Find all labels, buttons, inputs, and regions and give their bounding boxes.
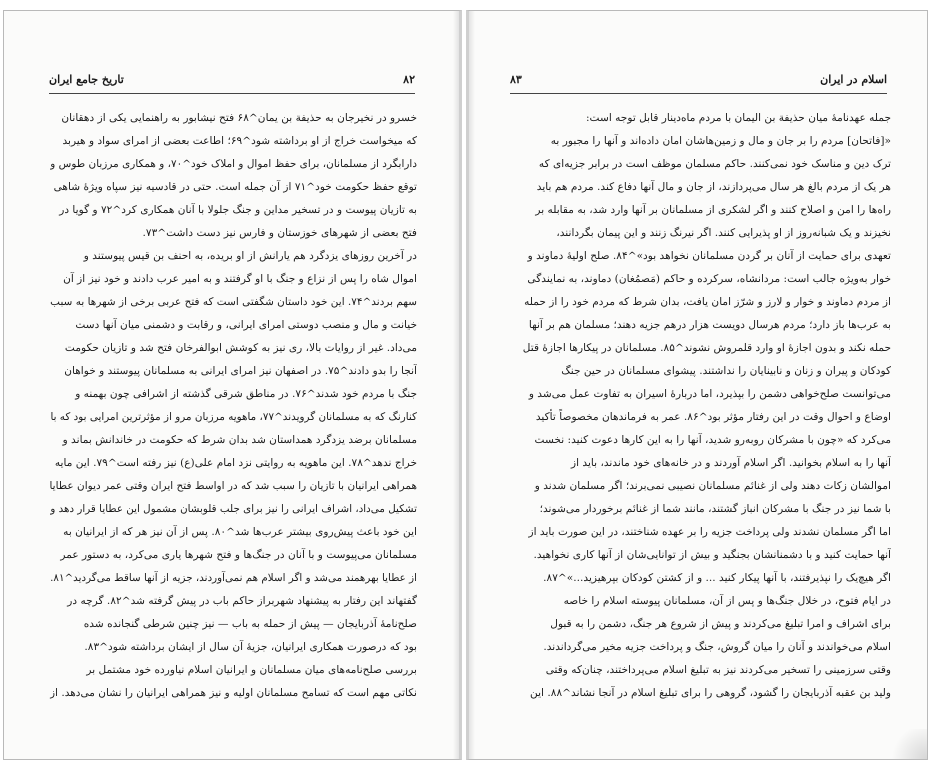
text-line: هر یک از مردم بالغ هر سال می‌پردازند، از جان و مال آنها دفاع کند. مردم هم باید [536,181,891,193]
text-line: ترک دین و مناسک خود نمی‌کنند. حاکم مسلمان موظف است در برابر جزیه‌ای که [538,158,891,170]
text-line: جمله عهدنامهٔ میان حذیفة بن الیمان با مردم ماه‌دینار قابل توجه است: [585,112,891,124]
running-head-title: تاریخ جامع ایران [49,73,124,86]
gutter-shadow [453,11,459,759]
text-line: خسرو در نخیرجان به حذیفة بن یمان^۶۸ فتح نیشابور به راهنمایی یکی از دهقانان [61,112,417,124]
page-number: ۸۳ [510,73,522,86]
text-line: کنارنگ که به مسلمانان گرویدند^۷۷، ماهویه مرزبان مرو از مؤثرترین امرایی بود که با [50,411,417,423]
text-line: نخیزند و یک شبانه‌روز از او پذیرایی کنند. اگر نیرنگ زنند و این پیمان بگردانند، [556,227,891,239]
right-book-page [466,10,928,760]
text-line: آنجا را بدو دادند^۷۵. در اصفهان نیز امرای ایرانی به مسلمانان پیوستند و خواهان [64,365,417,377]
text-line: «[فاتحان] مردم را بر جان و مال و زمین‌هاشان امان داده‌اند و آنها را مجبور به [550,135,891,147]
text-line: خوار به‌ویژه جالب است: مردانشاه، سرکرده و حاکم (مَصمُغان) دماوند، به نمایندگی [527,273,891,285]
header-rule [510,93,887,94]
left-book-page [3,10,462,760]
text-line: از مردم دماوند و خوار و لارز و شرّز امان یافت، بدان شرط که مردم خود را از حمله [524,296,891,308]
text-line: از عطایا بهرهمند می‌شد و اگر اسلام هم نمی‌آوردند، جزیه از آنها ساقط می‌گردید^۸۱. [50,572,417,584]
text-line: به عرب‌ها باز دارد؛ مردم هرسال دویست هزار درهم جزیه دهند؛ مسلمان هم بر آنها [528,319,891,331]
text-line: مسلمانان برضد یزدگرد همداستان شد بدان شرط که حکومت در خاندانش بماند و [62,434,417,446]
text-line: خیانت و مال و منصب دوستی امرای ایرانی، و رقابت و دشمنی میان آنها دست [75,319,417,331]
text-line: کودکان و پیران و زنان و نابینایان را نداشتند. پیشوای مسلمانان در حین جنگ [561,365,891,377]
text-line: اسلام می‌خواندند و آنان را میان گروش، جنگ و پرداخت جزیه مخیر می‌گرداندند. [543,641,891,653]
text-line: به تازیان پیوست و در تسخیر مداین و جنگ جلولا با آنان همکاری کرد^۷۲ و گویا در [59,204,417,216]
text-line: می‌داد. غیر از روایات بالا، ری نیز به کوشش ابوالفرخان فتح شد و تازیان حکومت [64,342,417,354]
text-line: گفتهاند این رفتار به پیشنهاد شهربراز حاکم باب در پیش گرفته شد^۸۲. گرچه در [67,595,417,607]
gutter-shadow [469,11,475,759]
text-line: جنگ با مردم خود شدند^۷۶. در مناطق شرقی گذشته از اشرافی چون بهمنه و [75,388,417,400]
text-line: حمله نکند و بدون اجازهٔ او وارد قلمروش نشوند^۸۵. مسلمانان در پیکارها اجازهٔ قتل [522,342,891,354]
text-line: ولید بن عقبه آذربایجان را گشود، گروهی را برای تبلیغ اسلام در آنجا نشاند^۸۸. این [530,687,891,699]
text-line: فتح بعضی از شهرهای خوزستان و فارس نیز دست داشت^۷۳. [142,227,417,239]
text-line: تشکیل می‌داد، اشراف ایرانی را نیز برای جلب قلوبشان مشمول این عطایا قرار دهد و [50,503,417,515]
text-line: توقع حفظ حکومت خود^۷۱ از آن جمله است. حتی در قادسیه نیز سپاه ویژهٔ شاهی [53,181,417,193]
text-line: صلح‌نامهٔ آذربایجان — پیش از حمله به باب — نیز چنین شرطی گنجانده شده [83,618,417,630]
page-body-text [511,107,891,705]
running-head-title: اسلام در ایران [820,73,887,86]
text-line: اما اگر مسلمان نشدند ولی پرداخت جزیه را بر عهده شناختند، در این صورت باید از [528,526,891,538]
header-rule [49,93,415,94]
text-line: می‌توانست صلح‌خواهی دشمن را بپذیرد، اما دربارهٔ اسیران به تفاوت عمل می‌شد و [528,388,891,400]
text-line: خراج ندهد^۷۸. این ماهویه به روایتی نزد امام علی(ع) نیز رفته است^۷۹. این مایه [54,457,417,469]
text-line: اموال شاه را پس از نزاع و جنگ با او گرفتند و به امیر عرب دادند و خود نیز از آن [63,273,417,285]
text-line: با شما نیز در جنگ با مشرکان انباز گشتند، مانند شما از غنائم برخوردار می‌شوند؛ [539,503,891,515]
text-line: بررسی صلح‌نامه‌های میان مسلمانان و ایرانیان اسلام نیاورده خود مشتمل بر [86,664,417,676]
text-line: همراهی ایرانیان با تازیان را سبب شد که در اواسط فتح ایران وقتی عمر دیوان عطایا [49,480,417,492]
text-line: اوضاع و احوال وقت در این رفتار مؤثر بود^۸۶. عمر به فرماندهان مخصوصاً تأکید [535,411,891,423]
text-line: در ایام فتوح، در خلال جنگ‌ها و پس از آن، مسلمانان پیوسته اسلام را خاصه [563,595,891,607]
text-line: می‌کرد که «چون با مشرکان روبه‌رو شدید، آنها را به این کارها دعوت کنید: نخست [534,434,891,446]
page-corner-shadow [887,729,927,759]
text-line: برای اشراف و امرا تبلیغ می‌کردند و پیش از شروع هر جنگ، دشمن را به قبول [550,618,891,630]
text-line: دارابگرد از مسلمانان، برای حفظ اموال و املاک خود^۷۰، و همکاری مرزبان طوس و [50,158,417,170]
text-line: مسلمانان می‌پیوست و با آنان در جنگ‌ها و فتح شهرها یاری می‌کرد، به دستور عمر [60,549,417,561]
page-number: ۸۲ [403,73,415,86]
text-line: نکاتی مهم است که تسامح مسلمانان اولیه و نیز همراهی ایرانیان را نشان می‌دهد. از [49,687,417,699]
text-line: اموالشان زکات دهند ولی از غنائم مسلمانان نصیبی نمی‌برند؛ اگر مسلمان شدند و [534,480,891,492]
text-line: سهم بردند^۷۴. این خود داستان شگفتی است که فتح عربی برخی از شهرها به سبب [50,296,417,308]
text-line: تعهدی برای حمایت از آنان بر گردن مسلمانان نخواهد بود»^۸۴. صلح اولیهٔ دماوند و [527,250,891,262]
text-line: در آخرین روزهای یزدگرد هم یارانش از او بریده، به احنف بن قیس پیوستند و [83,250,417,262]
text-line: آنها حمایت کنید و با دشمنانشان بجنگید و بیش از توانایی‌شان از آنها کاری نخواهید. [533,549,891,561]
text-line: آنها را به اسلام بخوانید. اگر اسلام آوردند و در خانه‌های خود ماندند، باید از [570,457,891,469]
text-line: اگر هیچ‌یک را نپذیرفتند، با آنها پیکار کنید ... و از کشتن کودکان بپرهیزید...»^۸۷. [543,572,891,584]
text-line: بود که درصورت همکاری ایرانیان، جزیهٔ آن سال از ایشان برداشته شود^۸۳. [84,641,417,653]
text-line: وقتی سرزمینی را تسخیر می‌کردند نیز به تبلیغ اسلام می‌پرداختند، چنان‌که وقتی [545,664,891,676]
text-line: که میخواست خراج از او برداشته شود^۶۹؛ اطاعت بعضی از امرای سواد و هیربد [62,135,417,147]
text-line: راه‌ها را امن و اصلاح کنند و اگر لشکری از مسلمانان بر آنها وارد شد، به مقابله بر [535,204,891,216]
page-body-text [50,107,417,705]
text-line: این خود باعث پیش‌روی بیشتر عرب‌ها شد^۸۰. پس از آن نیز هر که از ایرانیان به [63,526,417,538]
